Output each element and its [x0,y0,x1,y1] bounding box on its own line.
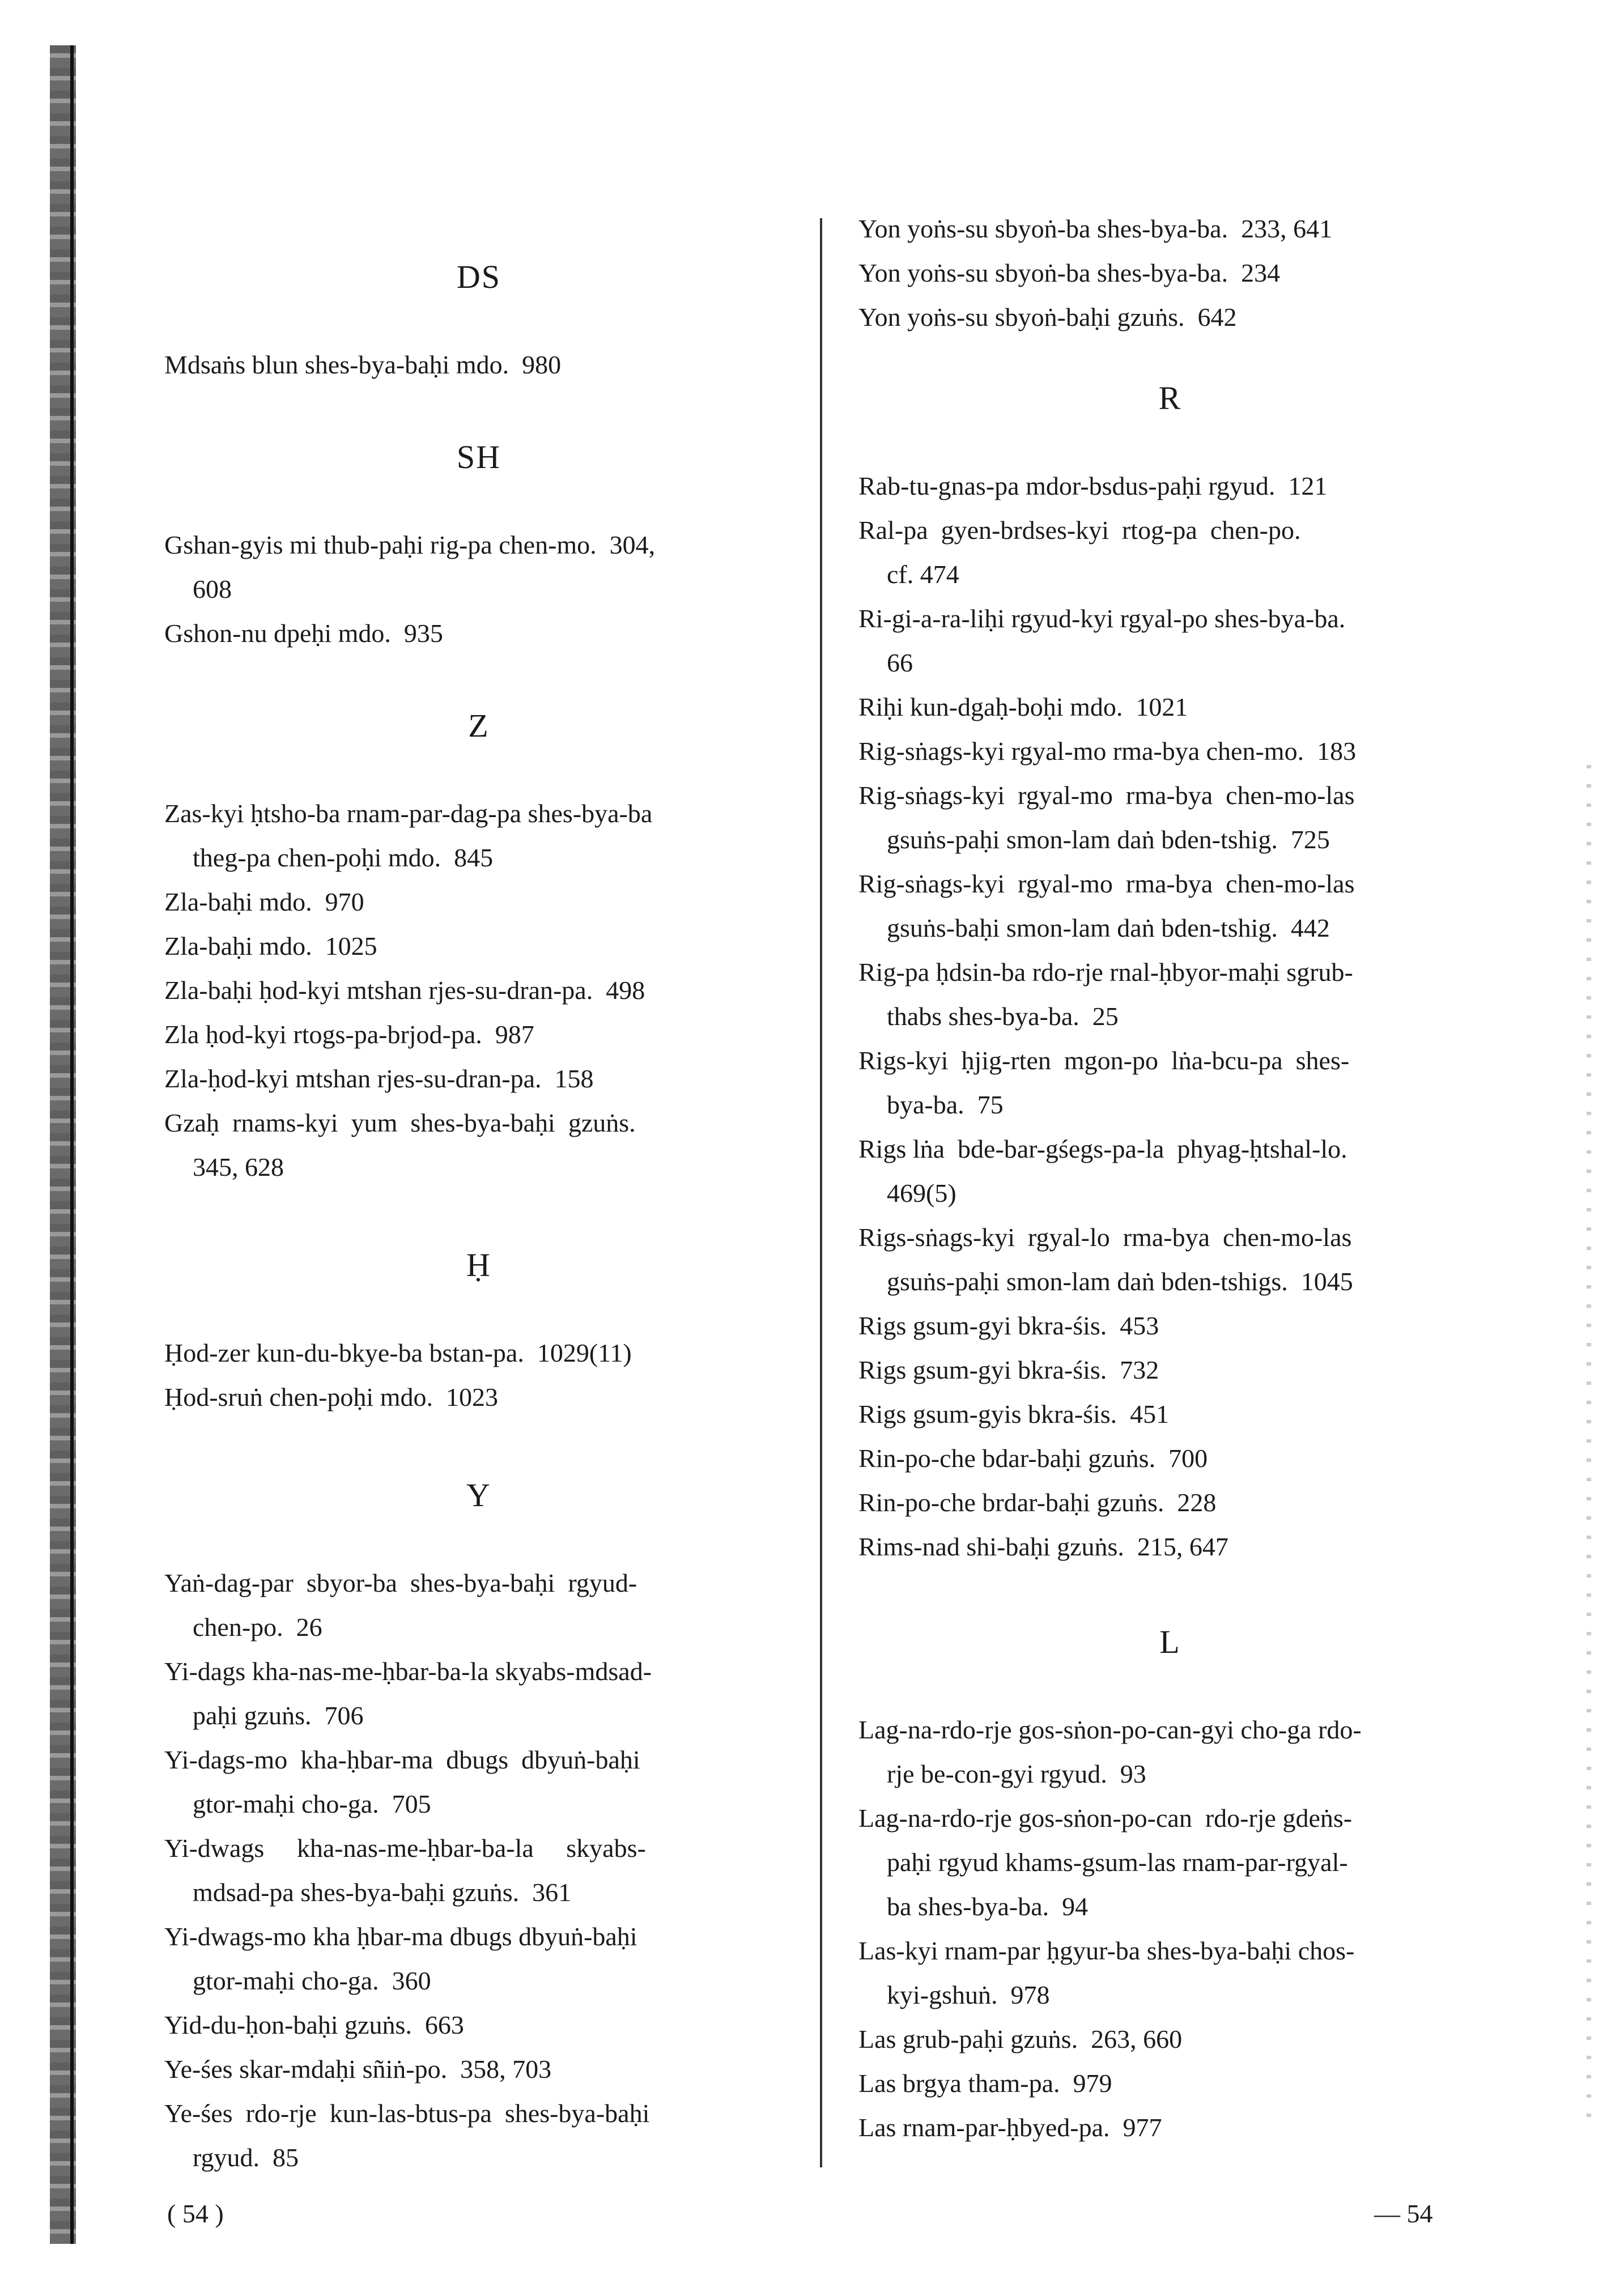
index-entry-continuation: 608 [193,575,232,603]
index-entry: Zla-baḥi mdo. 970 [164,887,364,916]
index-entry-continuation: paḥi gzuṅs. 706 [193,1701,364,1730]
index-entry: Lag-na-rdo-rje gos-sṅon-po-can-gyi cho-ga rdo- [858,1715,1362,1744]
index-entry: Rig-pa ḥdsin-ba rdo-rje rnal-ḥbyor-maḥi sgrub- [858,958,1353,987]
index-entry: Yon yoṅs-su sbyoṅ-ba shes-bya-ba. 233, 641 [858,214,1333,243]
index-entry: Yi-dags kha-nas-me-ḥbar-ba-la skyabs-mdsad- [164,1657,652,1686]
index-entry: Rigs-kyi ḥjig-rten mgon-po lṅa-bcu-pa shes- [858,1046,1350,1075]
index-entry: Las-kyi rnam-par ḥgyur-ba shes-bya-baḥi chos- [858,1936,1355,1965]
index-entry: Rigs gsum-gyi bkra-śis. 732 [858,1355,1159,1384]
index-entry-continuation: gsuṅs-paḥi smon-lam daṅ bden-tshigs. 1045 [887,1267,1353,1296]
index-entry: Rigs-sṅags-kyi rgyal-lo rma-bya chen-mo-las [858,1223,1352,1252]
index-entry: Las brgya tham-pa. 979 [858,2069,1112,2098]
index-entry: Rig-sṅags-kyi rgyal-mo rma-bya chen-mo. 183 [858,737,1357,766]
right-page-number: — 54 [1374,2199,1433,2228]
column-divider [820,218,822,2167]
index-entry: Ye-śes skar-mdaḥi sñiṅ-po. 358, 703 [164,2055,552,2084]
index-entry: Yon yoṅs-su sbyoṅ-baḥi gzuṅs. 642 [858,303,1237,331]
index-entry: Las grub-paḥi gzuṅs. 263, 660 [858,2025,1183,2053]
index-entry: Yi-dwags-mo kha ḥbar-ma dbugs dbyuṅ-baḥi [164,1922,637,1951]
index-entry-continuation: thabs shes-bya-ba. 25 [887,1002,1119,1031]
index-entry-continuation: 66 [887,648,913,677]
index-entry-continuation: mdsad-pa shes-bya-baḥi gzuṅs. 361 [193,1878,572,1907]
index-entry: Rims-nad shi-baḥi gzuṅs. 215, 647 [858,1532,1228,1561]
index-entry-continuation: gtor-maḥi cho-ga. 360 [193,1966,431,1995]
index-entry: Ral-pa gyen-brdses-kyi rtog-pa chen-po. [858,516,1301,545]
index-entry: Rigs lṅa bde-bar-gśegs-pa-la phyag-ḥtshal-lo. [858,1134,1347,1163]
index-entry: Zla-baḥi mdo. 1025 [164,932,377,960]
index-entry-continuation: 345, 628 [193,1153,284,1181]
index-entry: Yid-du-ḥon-baḥi gzuṅs. 663 [164,2010,464,2039]
index-entry: Yi-dwags kha-nas-me-ḥbar-ba-la skyabs- [164,1834,646,1863]
index-entry: Riḥi kun-dgaḥ-boḥi mdo. 1021 [858,692,1188,721]
index-entry-continuation: 469(5) [887,1179,956,1207]
index-entry-continuation: rje be-con-gyi rgyud. 93 [887,1759,1146,1788]
index-entry: Ḥod-zer kun-du-bkye-ba bstan-pa. 1029(11) [164,1338,632,1367]
index-entry-continuation: cf. 474 [887,560,959,589]
index-entry: Rigs gsum-gyis bkra-śis. 451 [858,1400,1170,1428]
index-entry: Las rnam-par-ḥbyed-pa. 977 [858,2113,1162,2142]
index-entry: Zla-baḥi ḥod-kyi mtshan rjes-su-dran-pa. 498 [164,976,645,1005]
section-heading: DS [456,258,501,295]
index-entry-continuation: gsuṅs-baḥi smon-lam daṅ bden-tshig. 442 [887,913,1330,942]
index-entry: Rin-po-che brdar-baḥi gzuṅs. 228 [858,1488,1217,1517]
index-entry: Gshon-nu dpeḥi mdo. 935 [164,619,443,648]
section-heading: Y [466,1477,491,1513]
index-entry: Ri-gi-a-ra-liḥi rgyud-kyi rgyal-po shes-bya-ba. [858,604,1346,633]
index-entry-continuation: ba shes-bya-ba. 94 [887,1892,1089,1921]
index-entry: Yon yoṅs-su sbyoṅ-ba shes-bya-ba. 234 [858,258,1281,287]
index-entry-continuation: chen-po. 26 [193,1613,322,1642]
index-entry: Yi-dags-mo kha-ḥbar-ma dbugs dbyuṅ-baḥi [164,1745,640,1774]
index-entry: Lag-na-rdo-rje gos-sṅon-po-can rdo-rje gdeṅs- [858,1804,1353,1832]
index-entry: Rig-sṅags-kyi rgyal-mo rma-bya chen-mo-las [858,869,1355,898]
index-entry: Rab-tu-gnas-pa mdor-bsdus-paḥi rgyud. 121 [858,471,1328,500]
section-heading: Ḥ [466,1247,491,1283]
index-entry: Ḥod-sruṅ chen-poḥi mdo. 1023 [164,1383,498,1411]
index-entry-continuation: paḥi rgyud khams-gsum-las rnam-par-rgyal- [887,1848,1348,1877]
index-entry: Zas-kyi ḥtsho-ba rnam-par-dag-pa shes-bya-ba [164,799,653,828]
index-entry-continuation: bya-ba. 75 [887,1090,1004,1119]
index-entry: Zla ḥod-kyi rtogs-pa-brjod-pa. 987 [164,1020,534,1049]
index-entry: Yaṅ-dag-par sbyor-ba shes-bya-baḥi rgyud- [164,1568,637,1597]
index-entry-continuation: rgyud. 85 [193,2143,299,2172]
index-entry: Mdsaṅs blun shes-bya-baḥi mdo. 980 [164,350,562,379]
index-entry-continuation: gtor-maḥi cho-ga. 705 [193,1789,431,1818]
index-entry: Rigs gsum-gyi bkra-śis. 453 [858,1311,1159,1340]
index-entry-continuation: kyi-gshuṅ. 978 [887,1980,1050,2009]
index-entry: Gshan-gyis mi thub-paḥi rig-pa chen-mo. 304, [164,530,656,559]
index-entry: Ye-śes rdo-rje kun-las-btus-pa shes-bya-baḥi [164,2099,650,2128]
index-entry-continuation: theg-pa chen-poḥi mdo. 845 [193,843,494,872]
index-entry: Rig-sṅags-kyi rgyal-mo rma-bya chen-mo-las [858,781,1355,810]
index-entry: Rin-po-che bdar-baḥi gzuṅs. 700 [858,1444,1208,1473]
index-entry: Zla-ḥod-kyi mtshan rjes-su-dran-pa. 158 [164,1064,594,1093]
section-heading: SH [456,439,501,475]
left-page-number: ( 54 ) [167,2199,224,2228]
index-entry-continuation: gsuṅs-paḥi smon-lam daṅ bden-tshig. 725 [887,825,1330,854]
page-edge-marks [1587,765,1591,2125]
section-heading: Z [468,707,490,744]
section-heading: L [1159,1623,1181,1660]
index-entry: Gzaḥ rnams-kyi yum shes-bya-baḥi gzuṅs. [164,1108,636,1137]
binding-line [70,45,74,2244]
section-heading: R [1158,380,1182,416]
